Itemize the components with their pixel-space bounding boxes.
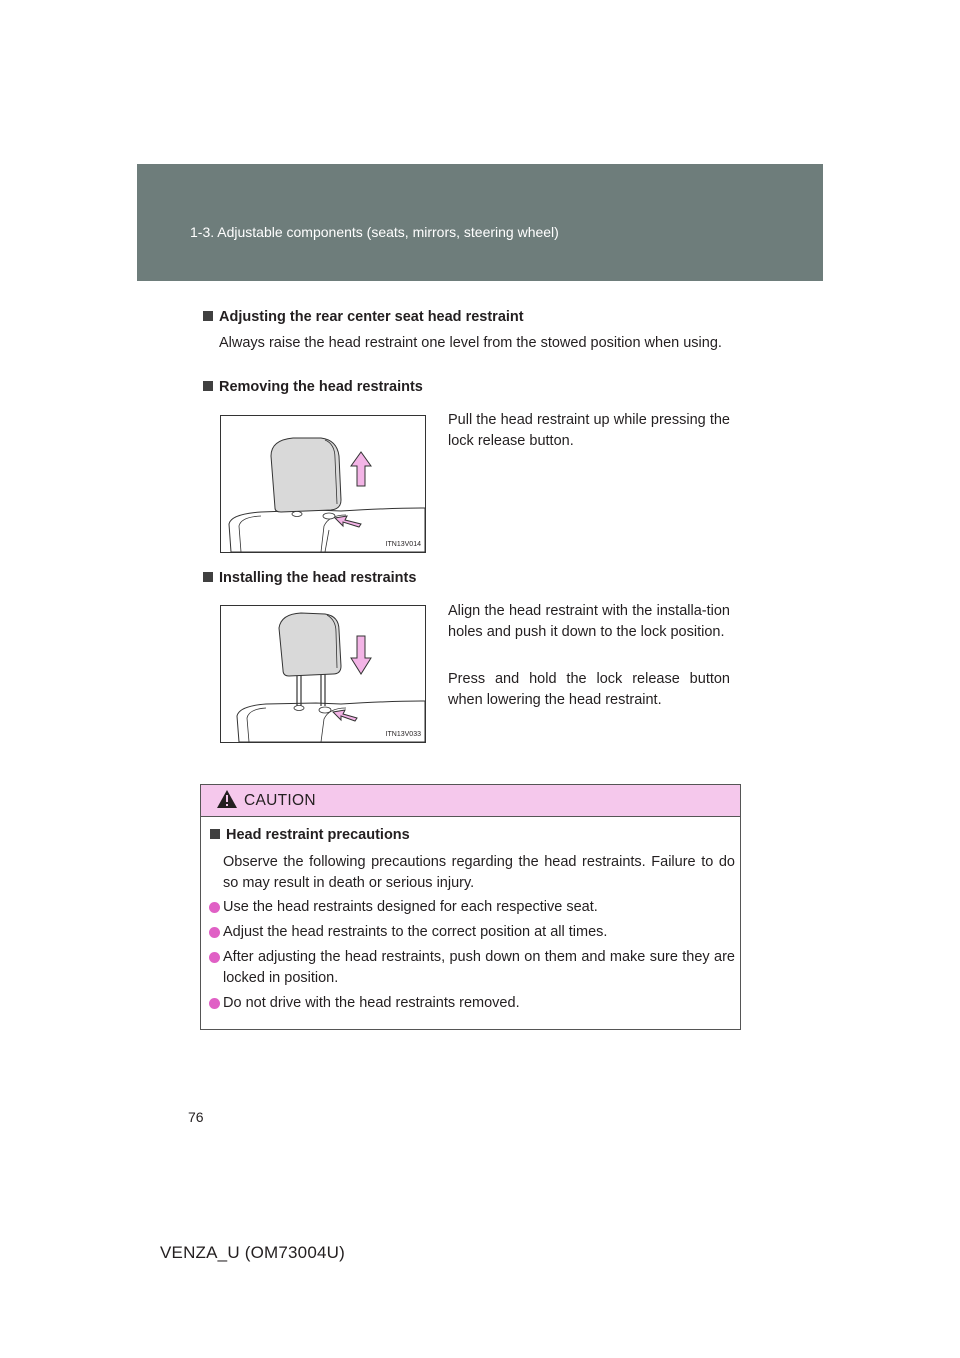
installing-heading [203, 570, 416, 586]
warning-triangle-icon [216, 789, 238, 809]
installing-text-2: Press and hold the lock release button when lowering the head restraint. [448, 671, 730, 708]
square-bullet-icon [210, 829, 220, 839]
caution-bullet-text: Use the head restraints designed for each respective seat. [223, 899, 598, 915]
chapter-title: 1-3. Adjustable components (seats, mirrors, steering wheel) [190, 224, 559, 240]
bullet-dot-icon [209, 902, 220, 913]
caution-box [200, 784, 741, 1030]
removing-heading [203, 379, 423, 395]
caution-intro: Observe the following precautions regarding the head restraints. Failure to do so may result in death or serious injury. [223, 854, 735, 891]
caution-bullet-text: Do not drive with the head restraints removed. [223, 995, 520, 1011]
document-code: VENZA_U (OM73004U) [160, 1243, 345, 1262]
figure-code: ITN13V014 [385, 541, 421, 548]
bullet-dot-icon [209, 927, 220, 938]
caution-title: CAUTION [244, 792, 316, 809]
figure-code: ITN13V033 [385, 731, 421, 738]
removing-heading-text: Removing the head restraints [219, 379, 423, 395]
square-bullet-icon [203, 572, 213, 582]
caution-bullet [209, 947, 735, 989]
installing-text-1: Align the head restraint with the installa-tion holes and push it down to the lock position. [448, 603, 730, 640]
caution-heading-text: Head restraint precautions [226, 827, 410, 843]
rear-center-text: Always raise the head restraint one level from the stowed position when using. [219, 335, 722, 351]
bullet-dot-icon [209, 952, 220, 963]
bullet-dot-icon [209, 998, 220, 1009]
rear-center-heading [203, 309, 524, 325]
installing-heading-text: Installing the head restraints [219, 570, 417, 586]
caution-bullet [209, 897, 735, 918]
caution-heading [210, 827, 410, 843]
square-bullet-icon [203, 311, 213, 321]
square-bullet-icon [203, 381, 213, 391]
head-restraint-install-illustration [221, 606, 425, 742]
caution-bullet [209, 922, 735, 943]
caution-header [201, 785, 740, 817]
page-number: 76 [188, 1109, 204, 1125]
caution-bullet [209, 993, 735, 1014]
caution-bullet-text: Adjust the head restraints to the correct position at all times. [223, 924, 608, 940]
installing-figure [220, 605, 426, 743]
head-restraint-removal-illustration [221, 416, 425, 552]
caution-bullet-text: After adjusting the head restraints, push down on them and make sure they are locked in position. [223, 949, 735, 986]
rear-center-heading-text: Adjusting the rear center seat head restraint [219, 309, 524, 325]
removing-figure [220, 415, 426, 553]
chapter-header [137, 164, 823, 281]
removing-text: Pull the head restraint up while pressing the lock release button. [448, 412, 730, 449]
